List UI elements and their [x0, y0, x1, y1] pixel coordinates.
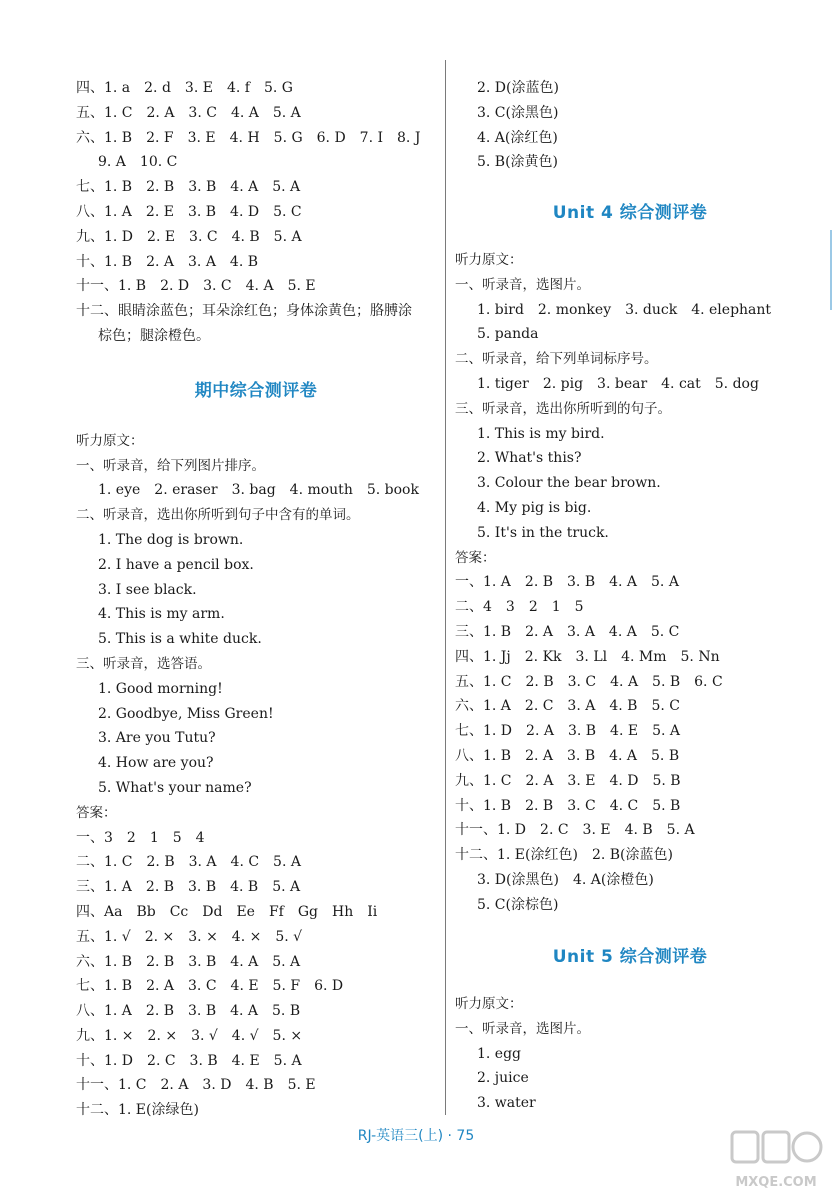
answer-line: 二、1. C 2. B 3. A 4. C 5. A — [76, 854, 301, 871]
answer-line: 八、1. A 2. E 3. B 4. D 5. C — [76, 203, 302, 220]
script-line: 1. The dog is brown. — [98, 531, 244, 548]
answer-line: 十一、1. B 2. D 3. C 4. A 5. E — [76, 278, 316, 295]
script-line: 1. egg — [477, 1045, 522, 1062]
page-footer: RJ-英语三(上) · 75 — [357, 1128, 475, 1144]
question-heading: 一、听录音，选图片。 — [455, 1020, 590, 1037]
answer-line: 一、3 2 1 5 4 — [76, 829, 205, 846]
answer-line: 四、1. a 2. d 3. E 4. f 5. G — [76, 80, 293, 96]
watermark-text: MXQE.COM — [735, 1175, 817, 1190]
column-divider — [445, 60, 446, 1115]
script-line: 2. I have a pencil box. — [98, 556, 254, 573]
answer-line: 十二、1. E(涂红色) 2. B(涂蓝色) — [455, 847, 673, 864]
answer-line: 五、1. √ 2. × 3. × 4. × 5. √ — [76, 928, 303, 945]
answer-line: 十、1. D 2. C 3. B 4. E 5. A — [76, 1052, 302, 1069]
listening-script-label: 听力原文： — [76, 432, 144, 449]
script-line: 5. This is a white duck. — [98, 631, 262, 648]
script-line: 2. What's this? — [477, 450, 582, 467]
answers-label: 答案： — [76, 804, 117, 821]
answer-line: 5. B(涂黄色) — [477, 154, 559, 171]
answer-line: 八、1. B 2. A 3. B 4. A 5. B — [455, 747, 680, 764]
answer-line: 六、1. B 2. F 3. E 4. H 5. G 6. D 7. I 8. J — [76, 129, 421, 146]
answer-line: 六、1. B 2. B 3. B 4. A 5. A — [76, 953, 301, 970]
answer-line: 四、Aa Bb Cc Dd Ee Ff Gg Hh Ii — [76, 903, 378, 920]
answer-line: 二、4 3 2 1 5 — [455, 599, 584, 616]
script-line: 1. eye 2. eraser 3. bag 4. mouth 5. book — [98, 482, 419, 499]
question-heading: 三、听录音，选答语。 — [76, 655, 211, 672]
listening-script-label: 听力原文： — [455, 252, 523, 268]
answer-line: 六、1. A 2. C 3. A 4. B 5. C — [455, 698, 680, 715]
answer-line: 七、1. B 2. A 3. C 4. E 5. F 6. D — [76, 978, 344, 995]
listening-script-label: 听力原文： — [455, 996, 523, 1012]
prev-answers — [76, 76, 436, 349]
script-line: 1. bird 2. monkey 3. duck 4. elephant — [477, 301, 772, 318]
answer-line: 八、1. A 2. B 3. B 4. A 5. B — [76, 1003, 301, 1020]
midterm-body — [76, 429, 436, 1123]
question-heading: 一、听录音，给下列图片排序。 — [76, 457, 265, 474]
script-line: 1. This is my bird. — [477, 425, 605, 442]
answer-line: 三、1. B 2. A 3. A 4. A 5. C — [455, 623, 680, 640]
answer-line: 十、1. B 2. A 3. A 4. B — [76, 253, 259, 270]
script-line: 4. How are you? — [98, 755, 214, 772]
question-heading: 一、听录音，选图片。 — [455, 276, 590, 293]
answer-line: 五、1. C 2. B 3. C 4. A 5. B 6. C — [455, 673, 723, 690]
unit4-body — [455, 248, 805, 918]
answer-line: 五、1. C 2. A 3. C 4. A 5. A — [76, 104, 301, 121]
answer-line: 九、1. D 2. E 3. C 4. B 5. A — [76, 228, 302, 245]
answer-line: 九、1. C 2. A 3. E 4. D 5. B — [455, 772, 681, 789]
left-column — [76, 76, 436, 1123]
answer-line: 9. A 10. C — [98, 154, 178, 171]
midterm-title: 期中综合测评卷 — [194, 380, 318, 401]
script-line: 3. Are you Tutu? — [98, 730, 216, 747]
script-line: 2. Goodbye, Miss Green! — [98, 705, 274, 722]
script-line: 3. water — [477, 1095, 536, 1112]
answer-line: 一、1. A 2. B 3. B 4. A 5. A — [455, 574, 679, 591]
answer-line: 七、1. D 2. A 3. B 4. E 5. A — [455, 723, 680, 740]
script-line: 3. Colour the bear brown. — [477, 475, 661, 492]
unit5-title: Unit 5 综合测评卷 — [552, 947, 708, 967]
answers-label: 答案： — [455, 549, 496, 566]
answer-line: 十二、1. E(涂绿色) — [76, 1102, 199, 1119]
script-line: 4. My pig is big. — [477, 499, 592, 516]
script-line: 3. I see black. — [98, 581, 197, 598]
script-line: 2. juice — [477, 1070, 529, 1087]
unit4-title: Unit 4 综合测评卷 — [552, 203, 708, 223]
answer-line: 棕色；腿涂橙色。 — [98, 327, 210, 344]
answer-line: 十二、眼睛涂蓝色；耳朵涂红色；身体涂黄色；胳膊涂 — [76, 303, 412, 320]
answer-line: 十一、1. D 2. C 3. E 4. B 5. A — [455, 822, 695, 839]
answer-line: 5. C(涂棕色) — [477, 896, 559, 913]
script-line: 1. tiger 2. pig 3. bear 4. cat 5. dog — [477, 375, 759, 392]
script-line: 5. It's in the truck. — [477, 524, 609, 541]
answer-line: 十、1. B 2. B 3. C 4. C 5. B — [455, 797, 681, 814]
script-line: 4. This is my arm. — [98, 606, 225, 623]
watermark-logo-icon — [728, 1128, 824, 1194]
script-line: 5. What's your name? — [98, 779, 252, 796]
answer-line: 十一、1. C 2. A 3. D 4. B 5. E — [76, 1077, 316, 1094]
question-heading: 二、听录音，选出你所听到句子中含有的单词。 — [76, 507, 360, 524]
answer-line: 4. A(涂红色) — [477, 129, 558, 146]
right-column-continued — [455, 76, 805, 175]
script-line: 1. Good morning! — [98, 680, 223, 697]
question-heading: 二、听录音，给下列单词标序号。 — [455, 351, 658, 368]
answer-line: 2. D(涂蓝色) — [477, 80, 559, 96]
answer-line: 三、1. A 2. B 3. B 4. B 5. A — [76, 879, 301, 896]
answer-line: 七、1. B 2. B 3. B 4. A 5. A — [76, 179, 301, 196]
answer-line: 3. D(涂黑色) 4. A(涂橙色) — [477, 871, 654, 888]
question-heading: 三、听录音，选出你所听到的句子。 — [455, 400, 671, 417]
answer-line: 四、1. Jj 2. Kk 3. Ll 4. Mm 5. Nn — [455, 648, 720, 665]
script-line: 5. panda — [477, 326, 539, 343]
unit5-body — [455, 992, 805, 1116]
answer-line: 3. C(涂黑色) — [477, 104, 559, 121]
answer-line: 九、1. × 2. × 3. √ 4. √ 5. × — [76, 1027, 303, 1044]
